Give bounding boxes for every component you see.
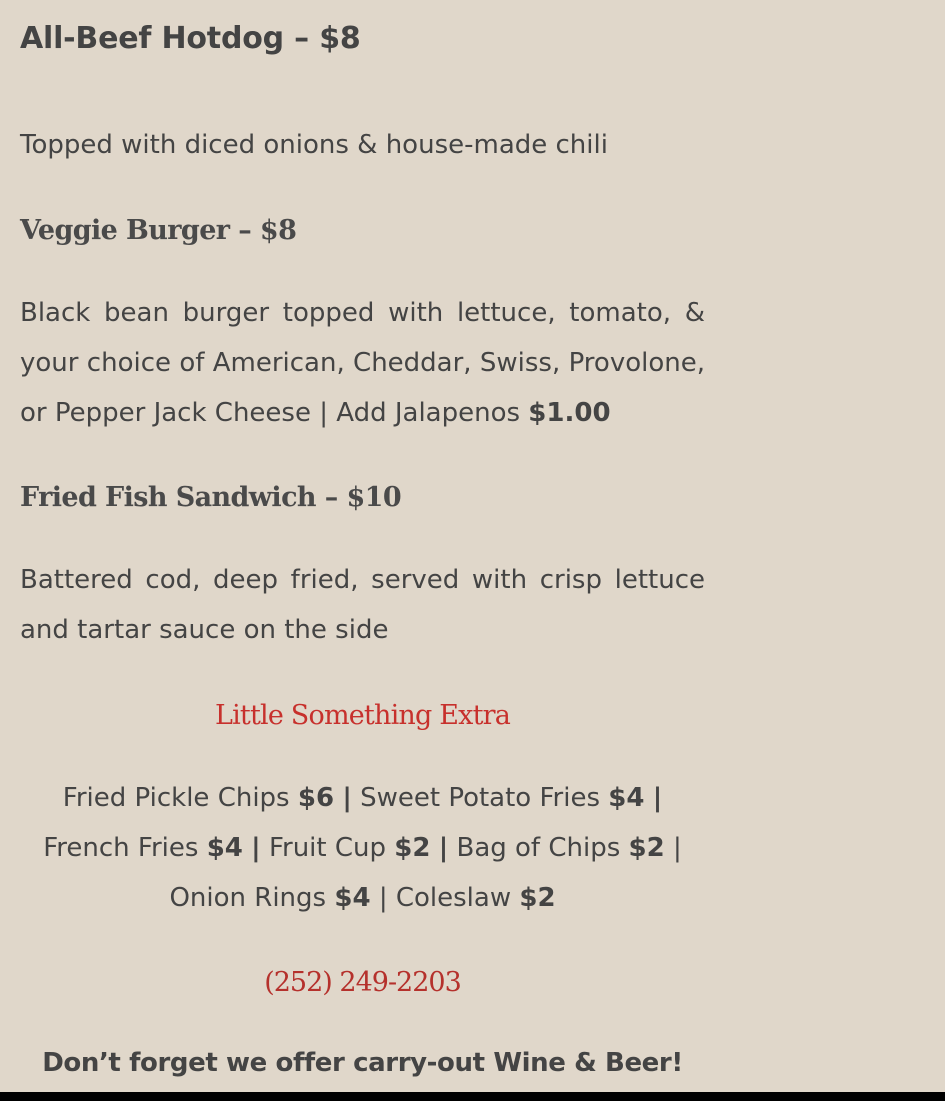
item-title-veggie-burger: Veggie Burger – $8 xyxy=(20,215,297,246)
phone-number-link[interactable]: (252) 249-2203 xyxy=(264,967,461,998)
item-description-hotdog: Topped with diced onions & house-made chili xyxy=(20,130,608,160)
extra-item-sweet-potato-fries: Sweet Potato Fries $4 xyxy=(360,783,645,813)
separator: | xyxy=(652,783,663,813)
extra-item-fruit-cup: Fruit Cup $2 xyxy=(268,833,431,863)
separator: | xyxy=(672,833,682,863)
separator: | xyxy=(251,833,261,863)
extra-item-french-fries: French Fries $4 xyxy=(43,833,243,863)
extra-item-onion-rings: Onion Rings $4 xyxy=(169,883,371,913)
item-description-veggie-burger xyxy=(20,288,705,438)
bottom-edge-bar xyxy=(0,1092,945,1101)
item-title-fried-fish: Fried Fish Sandwich – $10 xyxy=(20,482,402,513)
extras-list xyxy=(20,773,705,923)
carry-out-note: Don’t forget we offer carry-out Wine & Beer! xyxy=(42,1048,683,1078)
separator: | xyxy=(378,883,388,913)
separator: | xyxy=(438,833,449,863)
section-heading-extras: Little Something Extra xyxy=(214,700,511,731)
veggie-burger-description-text: Black bean burger topped with lettuce, tomato, & your choice of American, Cheddar, Swiss, Provolone, or Pepper Jack Cheese | Add Jalapenos xyxy=(20,298,705,428)
item-description-fried-fish: Battered cod, deep fried, served with crisp lettuce and tartar sauce on the side xyxy=(20,565,705,645)
extra-item-fried-pickle-chips: Fried Pickle Chips $6 xyxy=(62,783,335,813)
extra-item-bag-of-chips: Bag of Chips $2 xyxy=(456,833,665,863)
separator: | xyxy=(342,783,352,813)
item-title-hotdog: All-Beef Hotdog – $8 xyxy=(20,21,361,56)
jalapeno-price: $1.00 xyxy=(528,398,611,428)
extra-item-coleslaw: Coleslaw $2 xyxy=(395,883,556,913)
